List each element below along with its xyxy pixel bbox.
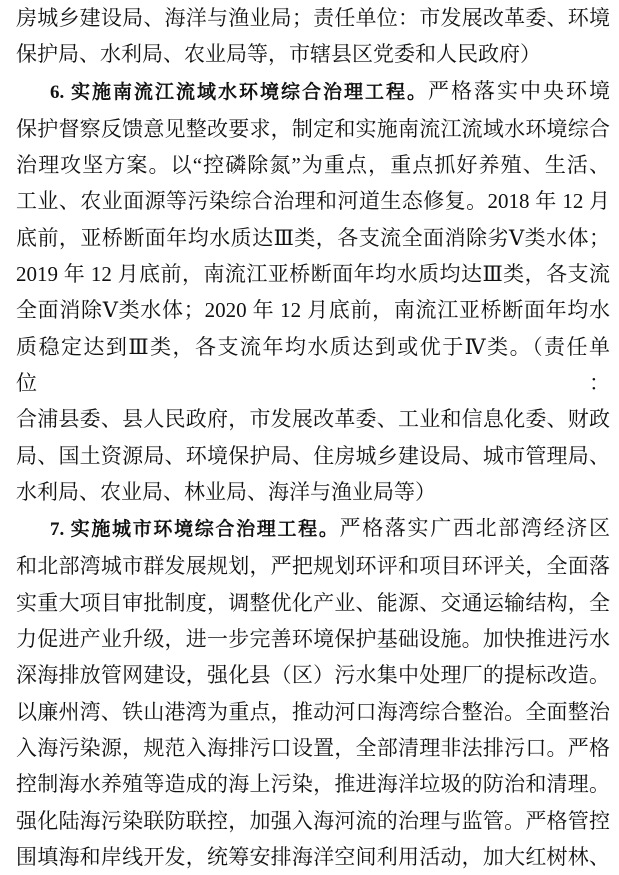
text-span: 严格落实广西北部湾经济区 xyxy=(339,516,610,541)
text-line: 合浦县委、县人民政府，市发展改革委、工业和信息化委、财政 xyxy=(16,407,610,432)
text-line: 实重大项目审批制度，调整优化产业、能源、交通运输结构，全 xyxy=(16,590,610,615)
text-line: 质稳定达到Ⅲ类，各支流年均水质达到或优于Ⅳ类。（责任单位： xyxy=(16,334,610,395)
text-line xyxy=(16,510,610,548)
text-line: 强化陆海污染联防联控，加强入海河流的治理与监管。严格管控 xyxy=(16,808,610,833)
text-line: 深海排放管网建设，强化县（区）污水集中处理厂的提标改造。 xyxy=(16,663,610,688)
text-line: 入海污染源，规范入海排污口设置，全部清理非法排污口。严格 xyxy=(16,735,610,760)
text-line: 底前，亚桥断面年均水质达Ⅲ类，各支流全面消除劣Ⅴ类水体； xyxy=(16,225,610,250)
text-line: 控制海水养殖等造成的海上污染，推进海洋垃圾的防治和清理。 xyxy=(16,772,610,797)
text-line: 全面消除Ⅴ类水体；2020 年 12 月底前，南流江亚桥断面年均水 xyxy=(16,298,610,323)
text-line: 保护督察反馈意见整改要求，制定和实施南流江流域水环境综合 xyxy=(16,116,610,141)
section-heading: 7. 实施城市环境综合治理工程。 xyxy=(50,519,340,541)
text-line: 局、国土资源局、环境保护局、住房城乡建设局、城市管理局、 xyxy=(16,443,610,468)
document-page xyxy=(16,0,610,875)
text-span: 严格落实中央环境 xyxy=(428,78,610,103)
text-line: 围填海和岸线开发，统筹安排海洋空间利用活动，加大红树林、 xyxy=(16,844,610,869)
text-line: 房城乡建设局、海洋与渔业局；责任单位：市发展改革委、环境 xyxy=(16,6,610,30)
text-line: 水利局、农业局、林业局、海洋与渔业局等） xyxy=(16,479,436,504)
paragraph-item-7 xyxy=(16,510,610,875)
text-line: 以廉州湾、铁山港湾为重点，推动河口海湾综合整治。全面整治 xyxy=(16,699,610,724)
text-line: 工业、农业面源等污染综合治理和河道生态修复。2018 年 12 月 xyxy=(16,189,610,214)
text-line: 治理攻坚方案。以“控磷除氮”为重点，重点抓好养殖、生活、 xyxy=(16,153,610,178)
paragraph-item-6 xyxy=(16,73,610,511)
text-line: 和北部湾城市群发展规划，严把规划环评和项目环评关，全面落 xyxy=(16,554,610,579)
text-line: 力促进产业升级，进一步完善环境保护基础设施。加快推进污水 xyxy=(16,627,610,652)
paragraph-continuation xyxy=(16,0,610,73)
section-heading: 6. 实施南流江流域水环境综合治理工程。 xyxy=(50,81,428,103)
text-line xyxy=(16,73,610,111)
text-line: 2019 年 12 月底前，南流江亚桥断面年均水质均达Ⅲ类，各支流 xyxy=(16,262,610,287)
text-line: 保护局、水利局、农业局等，市辖县区党委和人民政府） xyxy=(16,42,541,67)
